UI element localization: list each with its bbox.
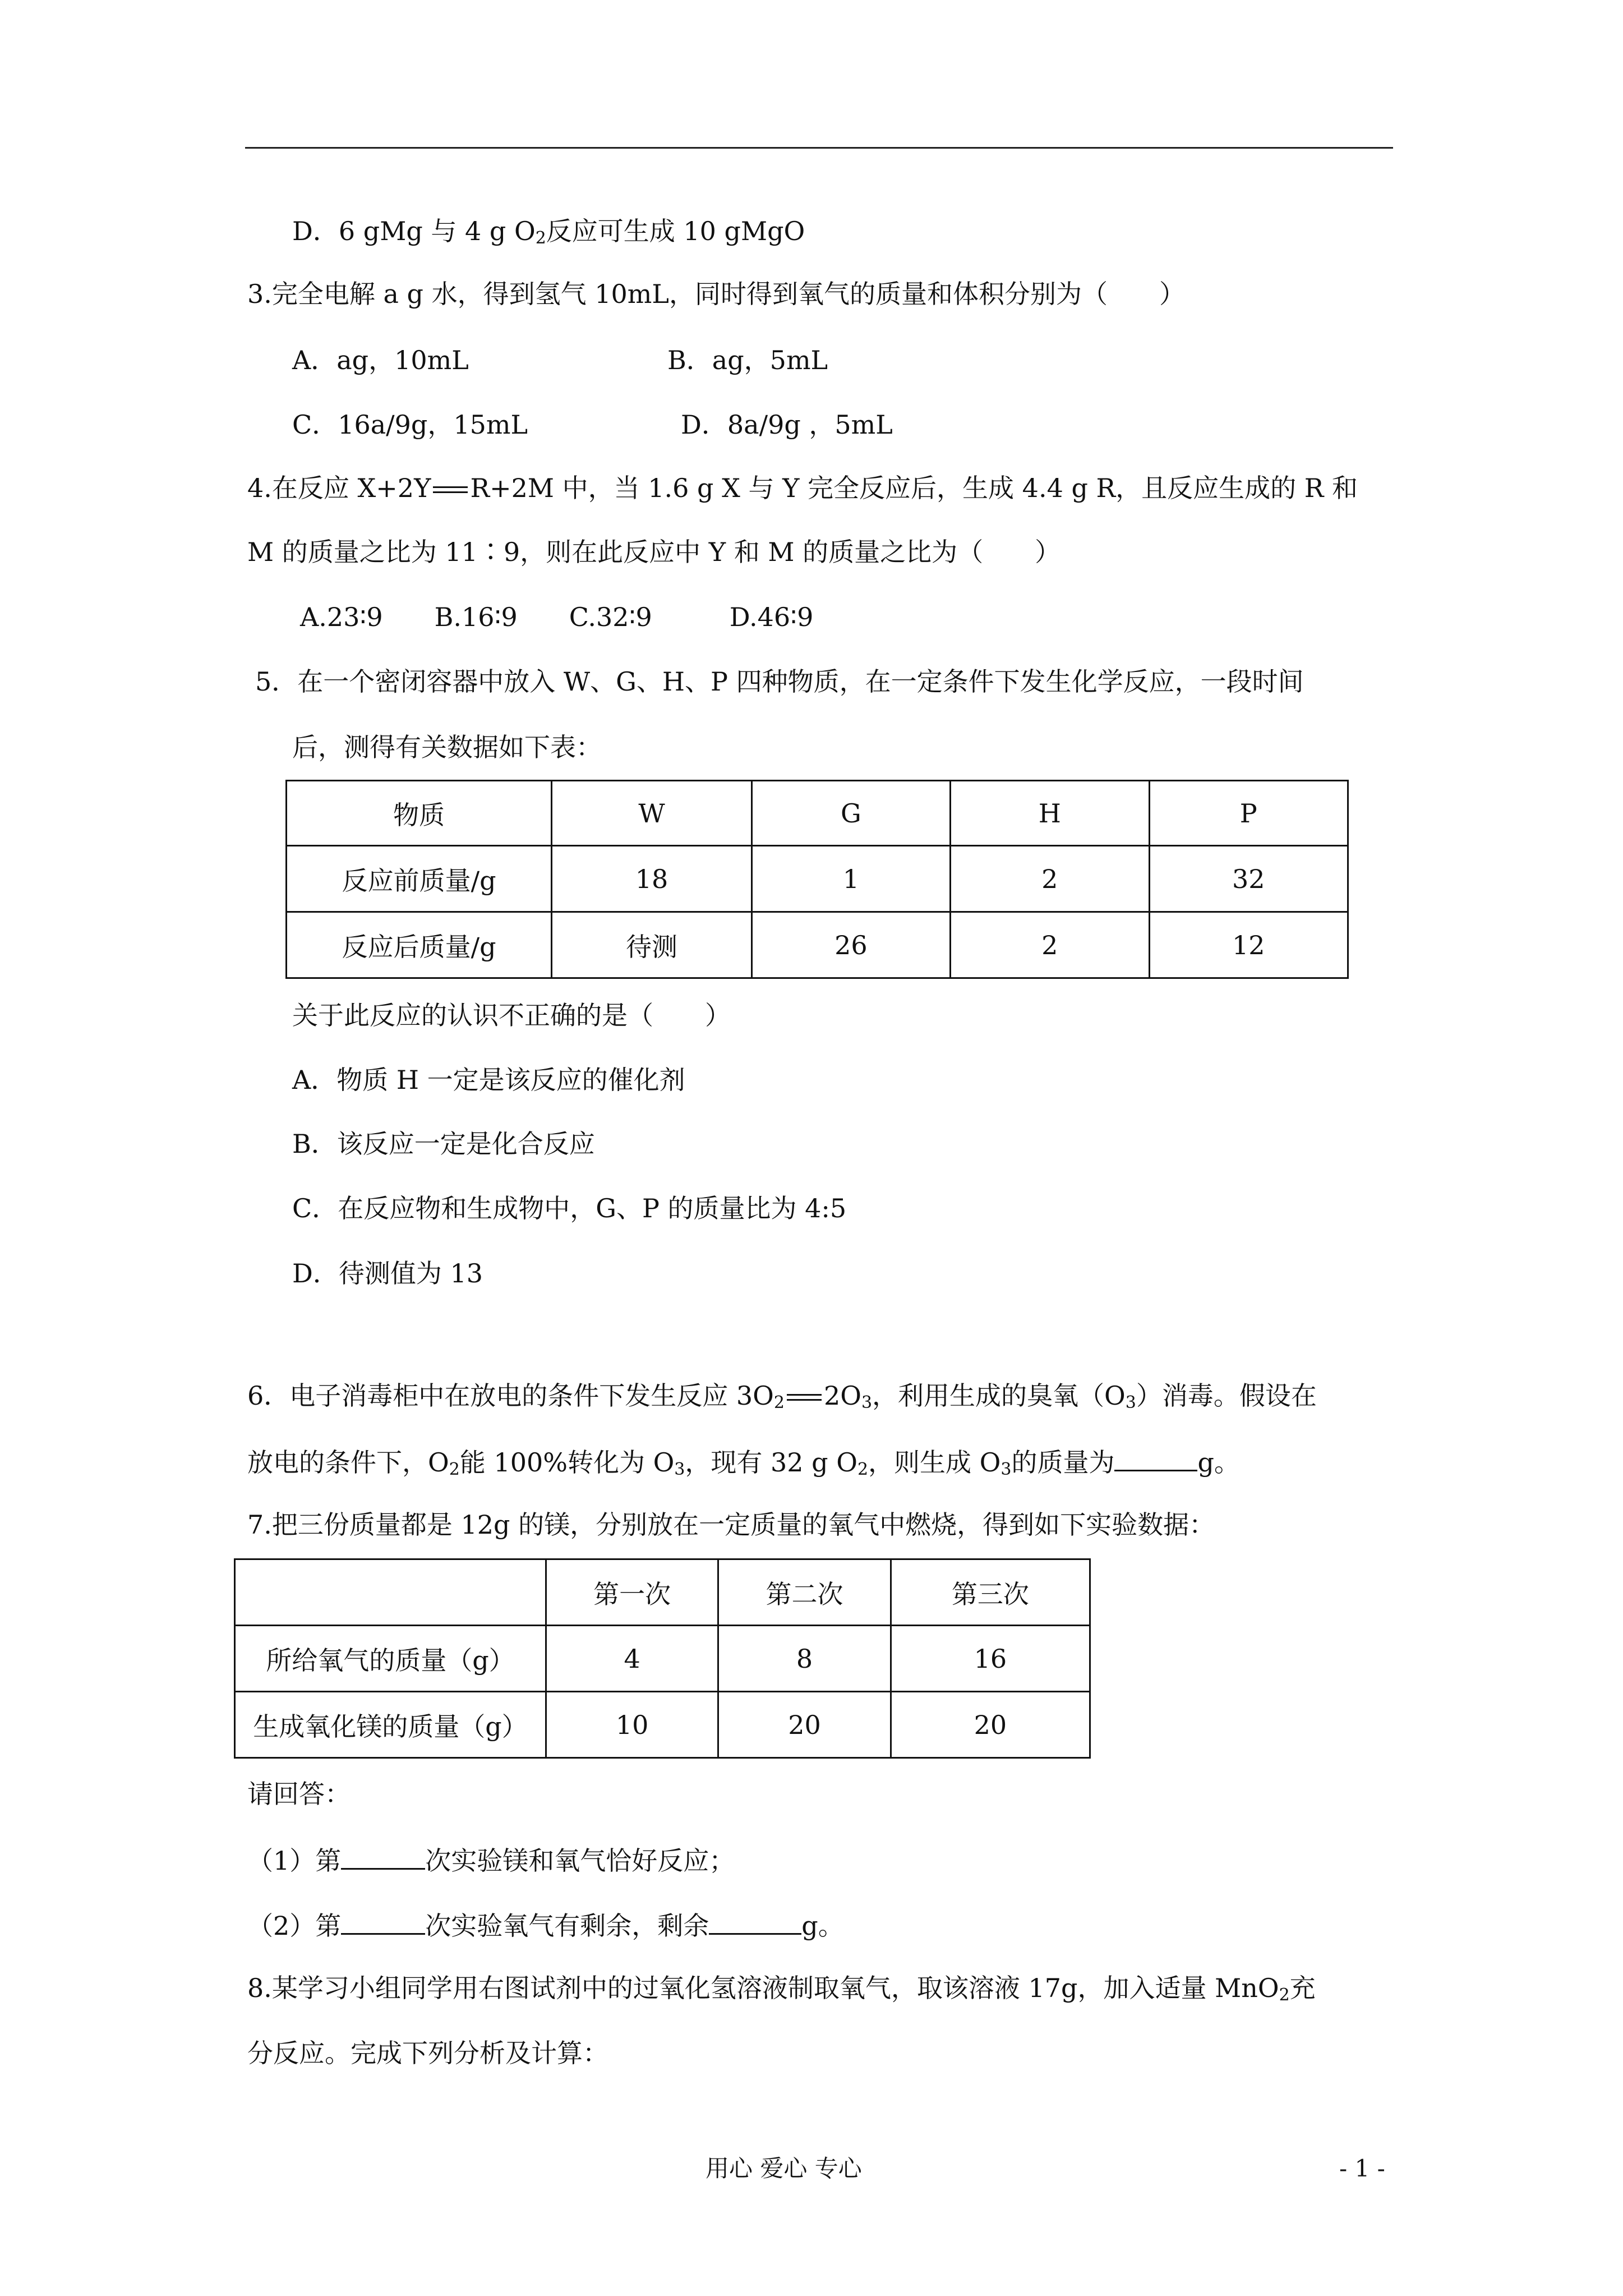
q5-option-d: D．待测值为 13 <box>292 1258 483 1289</box>
table-cell: 2 <box>951 912 1149 978</box>
table-header-cell: P <box>1149 781 1348 846</box>
table-cell: 18 <box>552 846 751 912</box>
q3-stem: 3.完全电解 a g 水，得到氢气 10mL，同时得到氧气的质量和体积分别为（ ） <box>247 279 1185 309</box>
q7-table <box>234 1558 1091 1759</box>
page-number: - 1 - <box>1339 2155 1385 2182</box>
q7-stem: 7.把三份质量都是 12g 的镁，分别放在一定质量的氧气中燃烧，得到如下实验数据： <box>247 1510 1215 1540</box>
table-cell: 所给氧气的质量（g） <box>235 1626 546 1692</box>
table-header-cell: 物质 <box>287 781 552 846</box>
q5-option-c: C．在反应物和生成物中，G、P 的质量比为 4:5 <box>292 1193 847 1223</box>
table-cell: 1 <box>751 846 950 912</box>
q7-sub2: （2）第 次实验氧气有剩余，剩余 g。 <box>247 1906 844 1944</box>
q3-option-c: C．16a/9g，15mL <box>292 409 528 440</box>
table-row <box>235 1692 1090 1758</box>
q8-line2: 分反应。完成下列分析及计算： <box>247 2038 608 2068</box>
q4-stem-line1: 4.在反应 X+2Y R+2M 中，当 1.6 g X 与 Y 完全反应后，生成 4.4 g R，且反应生成的 R 和 <box>247 473 1358 503</box>
table-cell: 8 <box>718 1626 891 1692</box>
table-cell: 2 <box>951 846 1149 912</box>
table-header-cell <box>235 1559 546 1626</box>
table-header-row <box>235 1559 1090 1626</box>
q4-options: A.23∶9 B.16∶9 C.32∶9 D.46∶9 <box>300 602 814 632</box>
q5-table <box>285 780 1349 979</box>
equals-arrow-icon <box>785 1389 824 1406</box>
q5-stem-line1: 5．在一个密闭容器中放入 W、G、H、P 四种物质，在一定条件下发生化学反应，一段时间 <box>255 666 1304 697</box>
table-cell: 12 <box>1149 912 1348 978</box>
table-header-row <box>287 781 1348 846</box>
q6-line1: 6．电子消毒柜中在放电的条件下发生反应 $3O_2$ $2O_3$，利用生成的臭氧$(O_3)$消毒。假设在 <box>247 1381 1317 1412</box>
q3-option-a: A．ag，10mL <box>292 345 469 375</box>
q5-option-a: A．物质 H 一定是该反应的催化剂 <box>292 1065 685 1095</box>
table-cell: 10 <box>546 1692 718 1758</box>
table-cell: 20 <box>891 1692 1090 1758</box>
q5-stem-line2: 后，测得有关数据如下表： <box>292 732 602 762</box>
answer-blank[interactable] <box>341 1906 425 1935</box>
table-cell: 4 <box>546 1626 718 1692</box>
table-cell: 反应后质量/g <box>287 912 552 978</box>
answer-blank[interactable] <box>341 1841 425 1870</box>
q8-line1: 8.某学习小组同学用右图试剂中的过氧化氢溶液制取氧气，取该溶液 17g，加入适量 MnO$_2$充 <box>247 1973 1316 2005</box>
header-rule <box>245 147 1393 149</box>
table-cell: 26 <box>751 912 950 978</box>
table-header-cell: 第一次 <box>546 1559 718 1626</box>
table-header-cell: 第三次 <box>891 1559 1090 1626</box>
table-cell: 16 <box>891 1626 1090 1692</box>
table-header-cell: H <box>951 781 1149 846</box>
q3-option-d: D．8a/9g ，5mL <box>681 409 893 440</box>
table-row <box>235 1626 1090 1692</box>
table-row <box>287 912 1348 978</box>
q5-option-b: B．该反应一定是化合反应 <box>292 1129 595 1159</box>
q2-option-d: D．6 gMg 与 4 g $O_2$反应可生成 10 gMgO <box>292 216 805 248</box>
table-row <box>287 846 1348 912</box>
q7-sub1: （1）第 次实验镁和氧气恰好反应； <box>247 1841 735 1879</box>
answer-blank[interactable] <box>709 1906 801 1935</box>
table-header-cell: W <box>552 781 751 846</box>
answer-blank[interactable] <box>1114 1443 1197 1471</box>
table-cell: 生成氧化镁的质量（g） <box>235 1692 546 1758</box>
q5-question: 关于此反应的认识不正确的是（ ） <box>292 1000 731 1030</box>
table-header-cell: G <box>751 781 950 846</box>
table-cell: 20 <box>718 1692 891 1758</box>
table-cell: 32 <box>1149 846 1348 912</box>
q6-line2: 放电的条件下，$O_2$能 100%转化为 $O_3$，现有 32 g $O_2$，则生成 $O_3$的质量为 g。 <box>247 1443 1240 1488</box>
table-header-cell: 第二次 <box>718 1559 891 1626</box>
table-cell: 反应前质量/g <box>287 846 552 912</box>
q4-stem-line2: M 的质量之比为 11∶9，则在此反应中 Y 和 M 的质量之比为（ ） <box>247 537 1061 567</box>
q7-prompt: 请回答： <box>247 1779 351 1809</box>
equals-arrow-icon <box>431 482 470 499</box>
footer-slogan: 用心 爱心 专心 <box>706 2155 862 2182</box>
q3-option-b: B．ag，5mL <box>667 345 828 375</box>
table-cell: 待测 <box>552 912 751 978</box>
